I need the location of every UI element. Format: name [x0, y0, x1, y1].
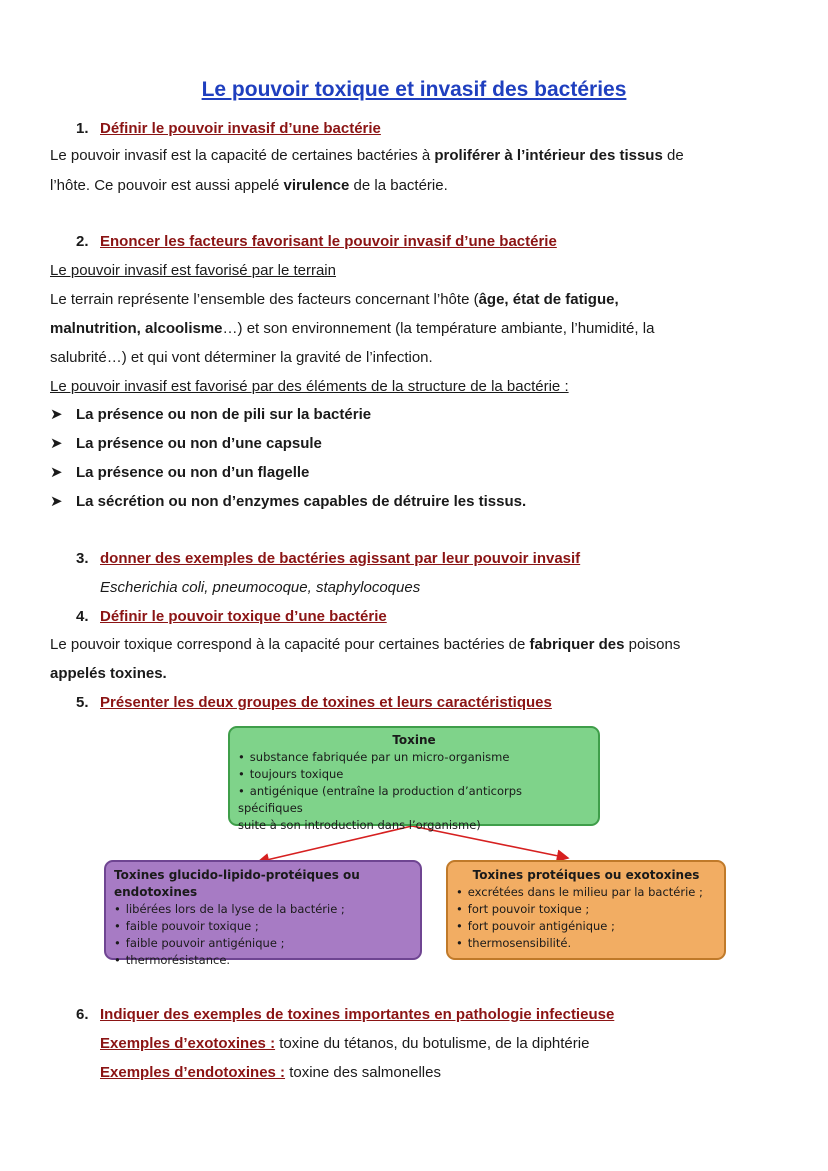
- toxine-property: • toujours toxique: [238, 766, 590, 783]
- endotoxines-box-title: Toxines glucido-lipido-protéiques ou endotoxines: [114, 868, 360, 899]
- terrain-subheading: Le pouvoir invasif est favorisé par le terrain: [50, 262, 336, 279]
- section-3-heading: 3. donner des exemples de bactéries agissant par leur pouvoir invasif: [76, 550, 581, 567]
- endotoxines-examples: Exemples d’endotoxines : toxine des salmonelles: [100, 1064, 441, 1081]
- arrow-bullet-icon: ➤: [50, 493, 63, 510]
- exotoxines-property: • excrétées dans le milieu par la bactérie ;: [456, 884, 716, 901]
- endotoxines-properties: [114, 901, 412, 969]
- exotoxines-property: • fort pouvoir toxique ;: [456, 901, 716, 918]
- bullet-item: ➤ La présence ou non d’un flagelle: [50, 464, 310, 481]
- arrow-bullet-icon: ➤: [50, 435, 63, 452]
- endotoxines-property: • thermorésistance.: [114, 952, 412, 969]
- endotoxines-box: [104, 860, 422, 967]
- section-1-para-line-1: Le pouvoir invasif est la capacité de certaines bactéries à proliférer à l’intérieur des tissus de: [50, 147, 684, 164]
- exotoxines-box-title: Toxines protéiques ou exotoxines: [472, 868, 700, 882]
- terrain-line-3: salubrité…) et qui vont déterminer la gravité de l’infection.: [50, 349, 433, 366]
- endotoxines-property: • libérées lors de la lyse de la bactérie ;: [114, 901, 412, 918]
- section-2-heading: 2. Enoncer les facteurs favorisant le pouvoir invasif d’une bactérie: [76, 233, 557, 250]
- toxine-property: • antigénique (entraîne la production d’anticorps spécifiques: [238, 783, 590, 817]
- toxine-property-continuation: suite à son introduction dans l’organisme): [238, 818, 481, 832]
- exotoxines-examples: Exemples d’exotoxines : toxine du tétanos, du botulisme, de la diphtérie: [100, 1035, 590, 1052]
- section-4-heading: 4. Définir le pouvoir toxique d’une bactérie: [76, 608, 387, 625]
- document-title: Le pouvoir toxique et invasif des bactéries: [201, 78, 627, 101]
- section-1-para-line-2: l’hôte. Ce pouvoir est aussi appelé virulence de la bactérie.: [50, 177, 448, 194]
- terrain-line-1: Le terrain représente l’ensemble des facteurs concernant l’hôte (âge, état de fatigue,: [50, 291, 619, 308]
- section-5-heading: 5. Présenter les deux groupes de toxines et leurs caractéristiques: [76, 694, 552, 711]
- exotoxines-properties: [456, 884, 716, 952]
- endotoxines-property: • faible pouvoir antigénique ;: [114, 935, 412, 952]
- terrain-line-2: malnutrition, alcoolisme…) et son environnement (la température ambiante, l’humidité, la: [50, 320, 655, 337]
- section-4-para-line-1: Le pouvoir toxique correspond à la capacité pour certaines bactéries de fabriquer des poisons: [50, 636, 681, 653]
- endotoxines-property: • faible pouvoir toxique ;: [114, 918, 412, 935]
- arrow-bullet-icon: ➤: [50, 406, 63, 423]
- bullet-item: ➤ La présence ou non de pili sur la bactérie: [50, 406, 372, 423]
- section-6-heading: 6. Indiquer des exemples de toxines importantes en pathologie infectieuse: [76, 1006, 615, 1023]
- section-4-para-line-2: appelés toxines.: [50, 665, 167, 682]
- exotoxines-property: • thermosensibilité.: [456, 935, 716, 952]
- toxine-property: • substance fabriquée par un micro-organisme: [238, 749, 590, 766]
- bullet-item: ➤ La présence ou non d’une capsule: [50, 435, 322, 452]
- arrow-bullet-icon: ➤: [50, 464, 63, 481]
- structure-subheading: Le pouvoir invasif est favorisé par des éléments de la structure de la bactérie :: [50, 378, 569, 395]
- bullet-item: ➤ La sécrétion ou non d’enzymes capables de détruire les tissus.: [50, 493, 527, 510]
- toxine-properties: [238, 749, 590, 817]
- section-1-heading: 1. Définir le pouvoir invasif d’une bactérie: [76, 120, 381, 137]
- bacteria-examples: Escherichia coli, pneumocoque, staphylocoques: [100, 579, 421, 596]
- toxine-box-title: Toxine: [392, 733, 436, 747]
- exotoxines-box: [446, 860, 726, 960]
- toxine-box: [228, 726, 600, 832]
- exotoxines-property: • fort pouvoir antigénique ;: [456, 918, 716, 935]
